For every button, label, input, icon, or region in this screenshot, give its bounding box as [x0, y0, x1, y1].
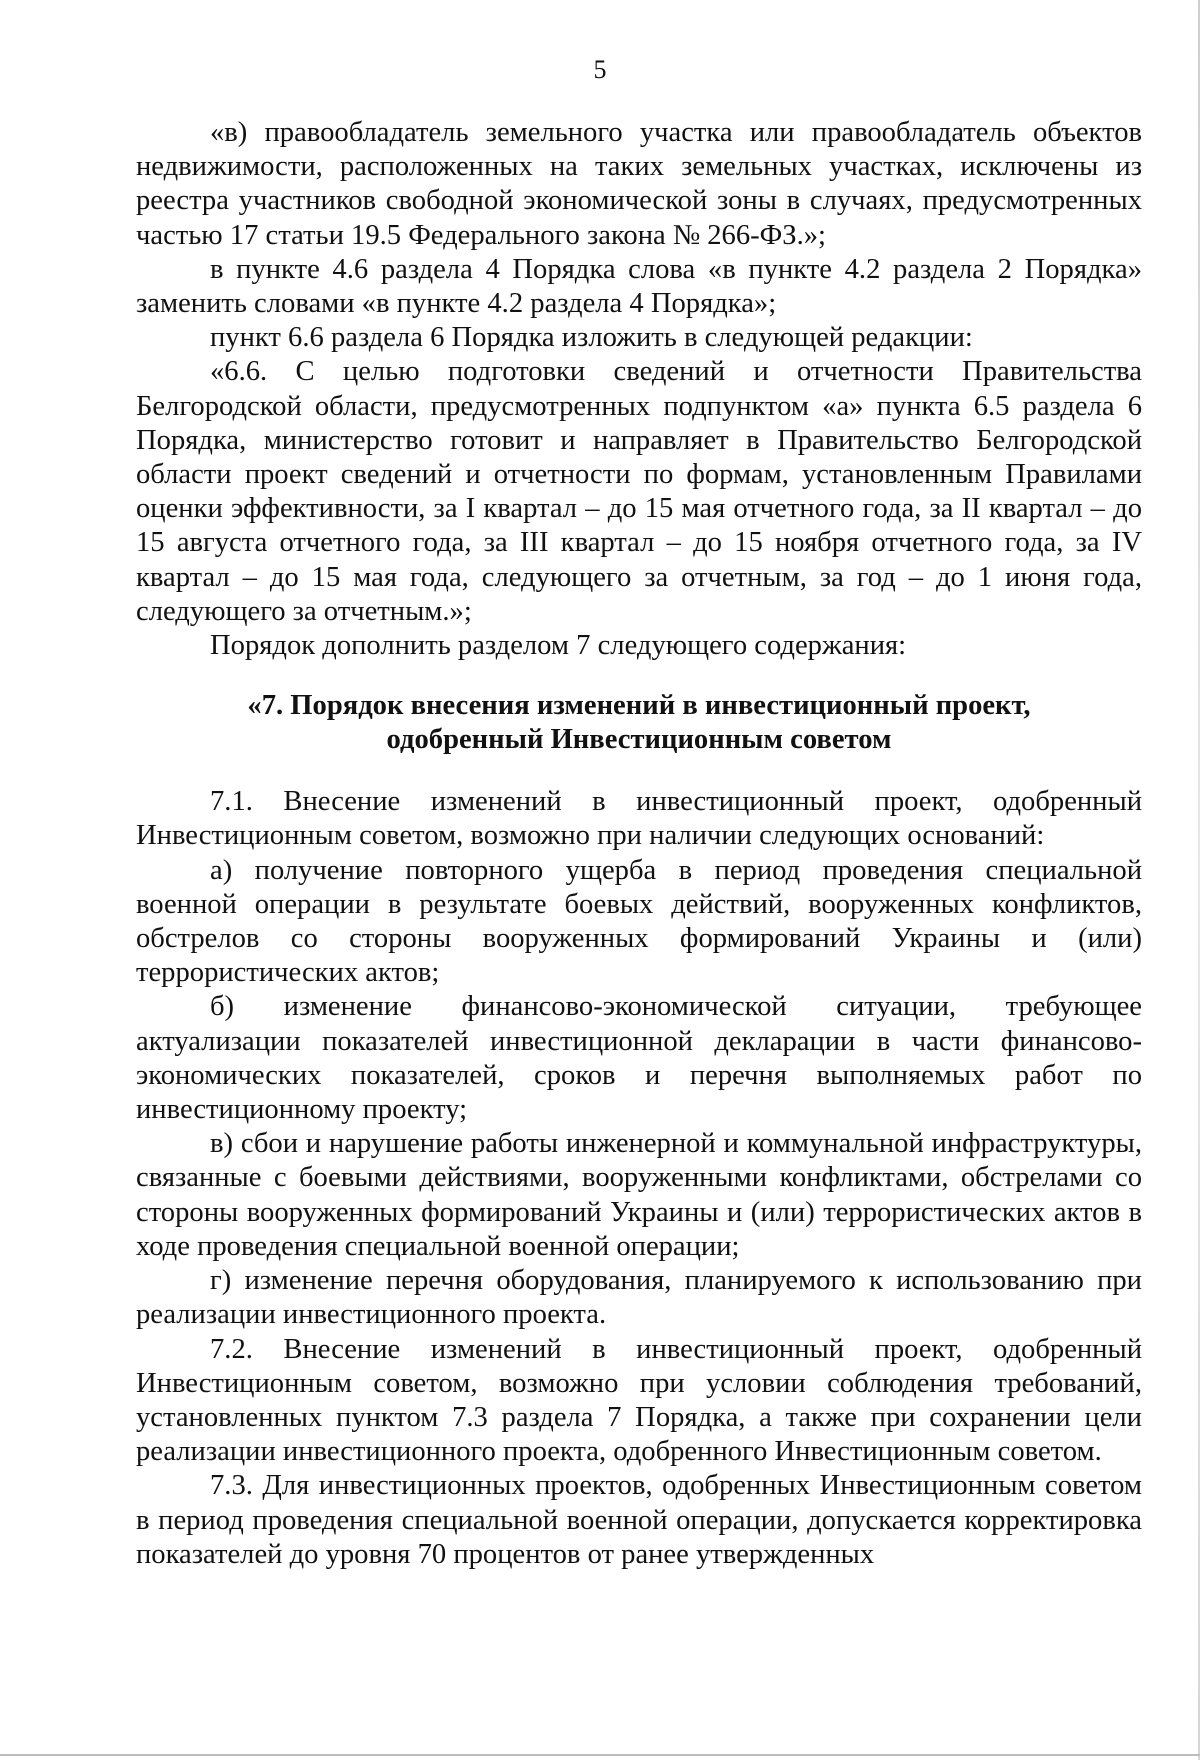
paragraph-7-1-a: а) получение повторного ущерба в период проведения специальной военной операции в результате боевых действий, вооруженных конфликтов, обстрелов со стороны вооруженных формирований Украины и (или) террористических актов;	[136, 854, 1142, 989]
section-7-heading-line1: «7. Порядок внесения изменений в инвестиционный проект,	[247, 690, 1031, 722]
paragraph-7-3: 7.3. Для инвестиционных проектов, одобренных Инвестиционным советом в период проведения специальной военной операции, допускается корректировка показателей до уровня 70 процентов от ранее утвержденных	[136, 1470, 1142, 1570]
paragraph-point-6-6: «6.6. С целью подготовки сведений и отчетности Правительства Белгородской области, предусмотренных подпунктом «а» пункта 6.5 раздела 6 Порядка, министерство готовит и направляет в Правительство Белгородской области проект сведений и отчетности по формам, установленным Правилами оценки эффективности, за I квартал – до 15 мая отчетного года, за II квартал – до 15 августа отчетного года, за III квартал – до 15 ноября отчетного года, за IV квартал – до 15 мая года, следующего за отчетным, за год – до 1 июня года, следующего за отчетным.»;	[136, 356, 1142, 627]
paragraph-7-2: 7.2. Внесение изменений в инвестиционный проект, одобренный Инвестиционным советом, возможно при условии соблюдения требований, установленных пунктом 7.3 раздела 7 Порядка, а также при сохранении цели реализации инвестиционного проекта, одобренного Инвестиционным советом.	[136, 1333, 1142, 1468]
page-number: 5	[593, 55, 607, 84]
paragraph-subitem-v: «в) правообладатель земельного участка или правообладатель объектов недвижимости, расположенных на таких земельных участках, исключены из реестра участников свободной экономической зоны в случаях, предусмотренных частью 17 статьи 19.5 Федерального закона № 266-ФЗ.»;	[136, 117, 1142, 251]
section-7-heading	[136, 689, 1142, 757]
paragraph-7-1-b: б) изменение финансово-экономической ситуации, требующее актуализации показателей инвестиционной декларации в части финансово-экономических показателей, сроков и перечня выполняемых работ по инвестиционному проекту;	[136, 991, 1142, 1126]
paragraph-7-1-g: г) изменение перечня оборудования, планируемого к использованию при реализации инвестиционного проекта.	[136, 1265, 1142, 1331]
paragraph-section-7-intro: Порядок дополнить разделом 7 следующего содержания:	[210, 630, 907, 662]
paragraph-point-4-6: в пункте 4.6 раздела 4 Порядка слова «в пункте 4.2 раздела 2 Порядка» заменить словами «в пункте 4.2 раздела 4 Порядка»;	[136, 253, 1142, 320]
paragraph-7-1-v: в) сбои и нарушение работы инженерной и коммунальной инфраструктуры, связанные с боевыми действиями, вооруженными конфликтами, обстрелами со стороны вооруженных формирований Украины и (или) террористических актов в ходе проведения специальной военной операции;	[136, 1128, 1142, 1262]
paragraph-point-6-6-intro: пункт 6.6 раздела 6 Порядка изложить в следующей редакции:	[210, 322, 973, 354]
document-body	[136, 116, 1142, 1572]
paragraph-7-1: 7.1. Внесение изменений в инвестиционный проект, одобренный Инвестиционным советом, возможно при наличии следующих оснований:	[136, 786, 1142, 852]
section-7-heading-line2: одобренный Инвестиционным советом	[386, 724, 892, 756]
scan-bottom-edge	[0, 1754, 1200, 1756]
